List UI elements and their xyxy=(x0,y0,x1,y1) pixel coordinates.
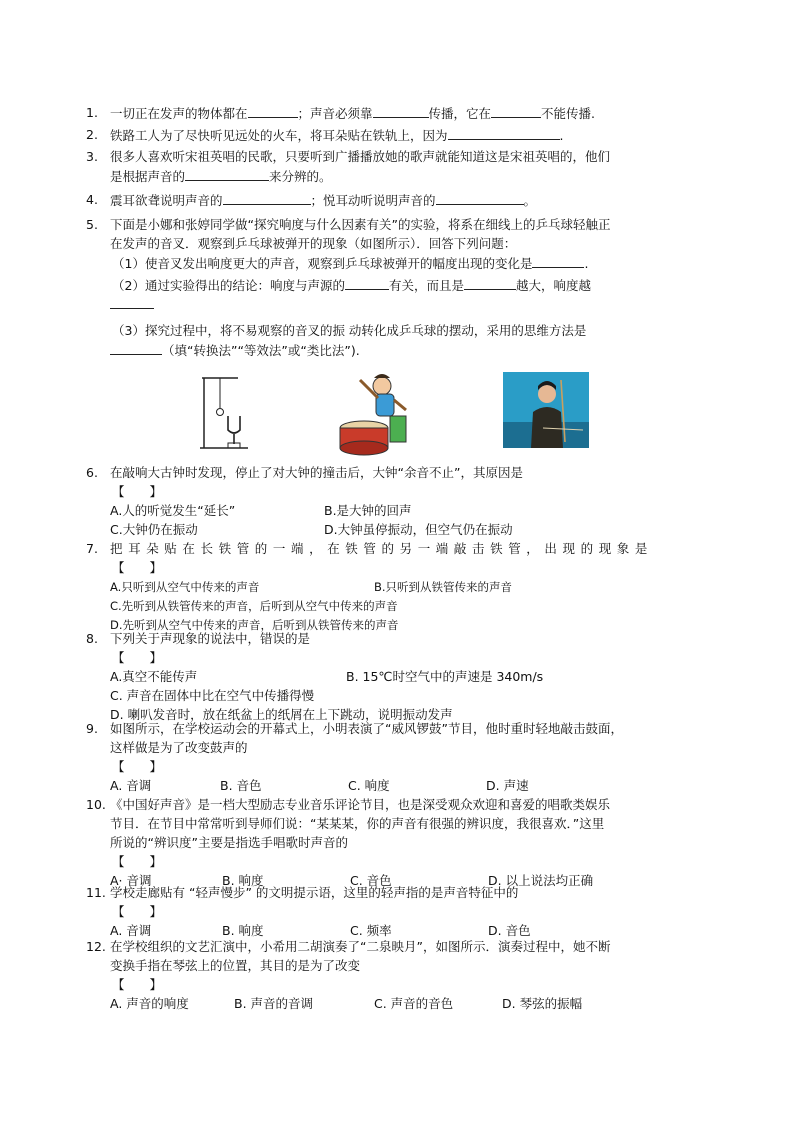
answer-blank[interactable] xyxy=(464,276,516,290)
question-number: 8. xyxy=(86,631,98,646)
option-b[interactable]: B. 15℃时空气中的声速是 340m/s xyxy=(346,669,544,684)
question-number: 2. xyxy=(86,127,98,142)
question-8: 8. 下列关于声现象的说法中，错误的是 【 】 A.真空不能传声 B. 15℃时空气中的声速是 340m/s C. 声音在固体中比在空气中传播得慢 D. 喇叭发音时，放在纸盆上的纸屑在上下跳动，说明振动发声 xyxy=(110,630,690,725)
option-b[interactable]: B. 响度 xyxy=(222,873,264,888)
option-d[interactable]: D. 以上说法均正确 xyxy=(488,873,594,888)
option-d[interactable]: D. 音色 xyxy=(488,923,531,938)
option-c[interactable]: C. 频率 xyxy=(350,923,392,938)
answer-blank[interactable] xyxy=(248,104,298,118)
option-b[interactable]: B. 音色 xyxy=(220,778,262,793)
option-d[interactable]: D.大钟虽停振动，但空气仍在振动 xyxy=(324,522,513,537)
question-11: 11. 学校走廊贴有 “轻声慢步” 的文明提示语，这里的轻声指的是声音特征中的 【 】 A. 音调 B. 响度 C. 频率 D. 音色 xyxy=(110,884,690,941)
question-9: 9. 如图所示，在学校运动会的开幕式上，小明表演了“威风锣鼓”节目，他时重时轻地敲击鼓面， 这样做是为了改变鼓声的 【 】 A. 音调 B. 音色 C. 响度 D. 声速 xyxy=(110,720,690,796)
option-c[interactable]: C. 声音在固体中比在空气中传播得慢 xyxy=(110,688,315,703)
figures-row xyxy=(0,360,794,460)
answer-bracket[interactable]: 【 】 xyxy=(112,854,163,869)
question-number: 5. xyxy=(86,217,98,232)
option-a[interactable]: A. 音调 xyxy=(110,778,152,793)
answer-blank[interactable] xyxy=(373,104,429,118)
tuning-fork-figure xyxy=(198,374,258,454)
answer-blank[interactable] xyxy=(448,126,560,140)
answer-blank[interactable] xyxy=(491,104,541,118)
option-b[interactable]: B. 响度 xyxy=(222,923,264,938)
question-5: 5. 下面是小娜和张婷同学做“探究响度与什么因素有关”的实验，将系在细线上的乒乓球轻触正 在发声的音叉．观察到乒乓球被弹开的现象（如图所示）．回答下列问题： （1）使音叉发出响度更大的声音，观察到乒乓球被弹开的幅度出现的变化是 . （2）通过实验得出的结论：响度与声源的 有关，而且是 越大，响度越 （3）探究过程中，将不易观察的音叉的振 动转化成乒乓球的摆动，采用的思维方法是 （填“转换法”“等效法”或“类比法”). xyxy=(86,217,611,358)
option-b[interactable]: B. 声音的音调 xyxy=(234,996,314,1011)
option-a[interactable]: A.人的听觉发生“延长” xyxy=(110,503,236,518)
option-c[interactable]: C. 声音的音色 xyxy=(374,996,454,1011)
question-2: 2. 铁路工人为了尽快听见远处的火车，将耳朵贴在铁轨上，因为 . xyxy=(86,127,564,143)
question-1: 1. 一切正在发声的物体都在 ；声音必须靠 传播，它在 不能传播. xyxy=(86,105,596,121)
drum-player-illustration xyxy=(334,366,412,456)
option-b[interactable]: B.只听到从铁管传来的声音 xyxy=(374,580,513,594)
question-number: 9. xyxy=(86,721,98,736)
answer-bracket[interactable]: 【 】 xyxy=(112,650,163,665)
option-d[interactable]: D. 喇叭发音时，放在纸盆上的纸屑在上下跳动，说明振动发声 xyxy=(110,707,453,722)
option-c[interactable]: C.先听到从铁管传来的声音，后听到从空气中传来的声音 xyxy=(110,599,398,613)
option-c[interactable]: C. 响度 xyxy=(348,778,390,793)
option-c[interactable]: C. 音色 xyxy=(350,873,392,888)
answer-bracket[interactable]: 【 】 xyxy=(112,484,163,499)
question-number: 3. xyxy=(86,149,98,164)
option-a[interactable]: A· 音调 xyxy=(110,873,152,888)
question-3: 3. 很多人喜欢听宋祖英唱的民歌，只要听到广播播放她的歌声就能知道这是宋祖英唱的，他们 是根据声音的 来分辨的。 xyxy=(86,149,611,184)
answer-blank[interactable] xyxy=(110,341,162,355)
question-7: 7. 把耳朵贴在长铁管的一端，在铁管的另一端敲击铁管，出现的现象是 【 】 A.只听到从空气中传来的声音 B.只听到从铁管传来的声音 C.先听到从铁管传来的声音，后听到从空气中传来的声音 D.先听到从空气中传来的声音，后听到从铁管传来的声音 xyxy=(110,540,690,635)
option-a[interactable]: A. 声音的响度 xyxy=(110,996,189,1011)
question-4: 4. 震耳欲聋说明声音的 ；悦耳动听说明声音的 。 xyxy=(86,192,537,208)
question-number: 6. xyxy=(86,465,98,480)
option-d[interactable]: D. 声速 xyxy=(486,778,529,793)
question-number: 1. xyxy=(86,105,98,120)
question-number: 12. xyxy=(86,939,106,954)
option-a[interactable]: A.真空不能传声 xyxy=(110,669,198,684)
option-c[interactable]: C.大钟仍在振动 xyxy=(110,522,198,537)
question-number: 7. xyxy=(86,541,98,556)
question-number: 4. xyxy=(86,192,98,207)
answer-blank[interactable] xyxy=(223,191,311,205)
erhu-player-photo xyxy=(503,372,589,448)
question-number: 10. xyxy=(86,797,106,812)
option-a[interactable]: A. 音调 xyxy=(110,923,152,938)
answer-blank[interactable] xyxy=(185,167,269,181)
question-10: 10. 《中国好声音》是一档大型励志专业音乐评论节目，也是深受观众欢迎和喜爱的唱歌类娱乐 节目．在节目中常常听到导师们说：“某某某，你的声音有很强的辨识度，我很喜欢．”这里 所说的“辨识度”主要是指选手唱歌时声音的 【 】 A· 音调 B. 响度 C. 音色 D. 以上说法均正确 xyxy=(110,796,690,891)
option-b[interactable]: B.是大钟的回声 xyxy=(324,503,412,518)
option-a[interactable]: A.只听到从空气中传来的声音 xyxy=(110,580,260,594)
question-number: 11. xyxy=(86,885,106,900)
answer-bracket[interactable]: 【 】 xyxy=(112,560,163,575)
answer-blank[interactable] xyxy=(345,276,389,290)
option-d[interactable]: D. 琴弦的振幅 xyxy=(502,996,583,1011)
answer-blank[interactable] xyxy=(436,191,524,205)
answer-blank[interactable] xyxy=(110,295,154,309)
option-d[interactable]: D.先听到从空气中传来的声音，后听到从铁管传来的声音 xyxy=(110,618,399,632)
answer-bracket[interactable]: 【 】 xyxy=(112,977,163,992)
answer-bracket[interactable]: 【 】 xyxy=(112,904,163,919)
question-6: 6. 在敲响大古钟时发现，停止了对大钟的撞击后，大钟“余音不止”，其原因是 【 】 A.人的听觉发生“延长” B.是大钟的回声 C.大钟仍在振动 D.大钟虽停振动，但空气仍在振动 xyxy=(110,464,690,540)
question-12: 12. 在学校组织的文艺汇演中，小希用二胡演奏了“二泉映月”，如图所示．演奏过程中，她不断 变换手指在琴弦上的位置，其目的是为了改变 【 】 A. 声音的响度 B. 声音的音调 C. 声音的音色 D. 琴弦的振幅 xyxy=(110,938,690,1014)
answer-bracket[interactable]: 【 】 xyxy=(112,759,163,774)
answer-blank[interactable] xyxy=(532,254,584,268)
